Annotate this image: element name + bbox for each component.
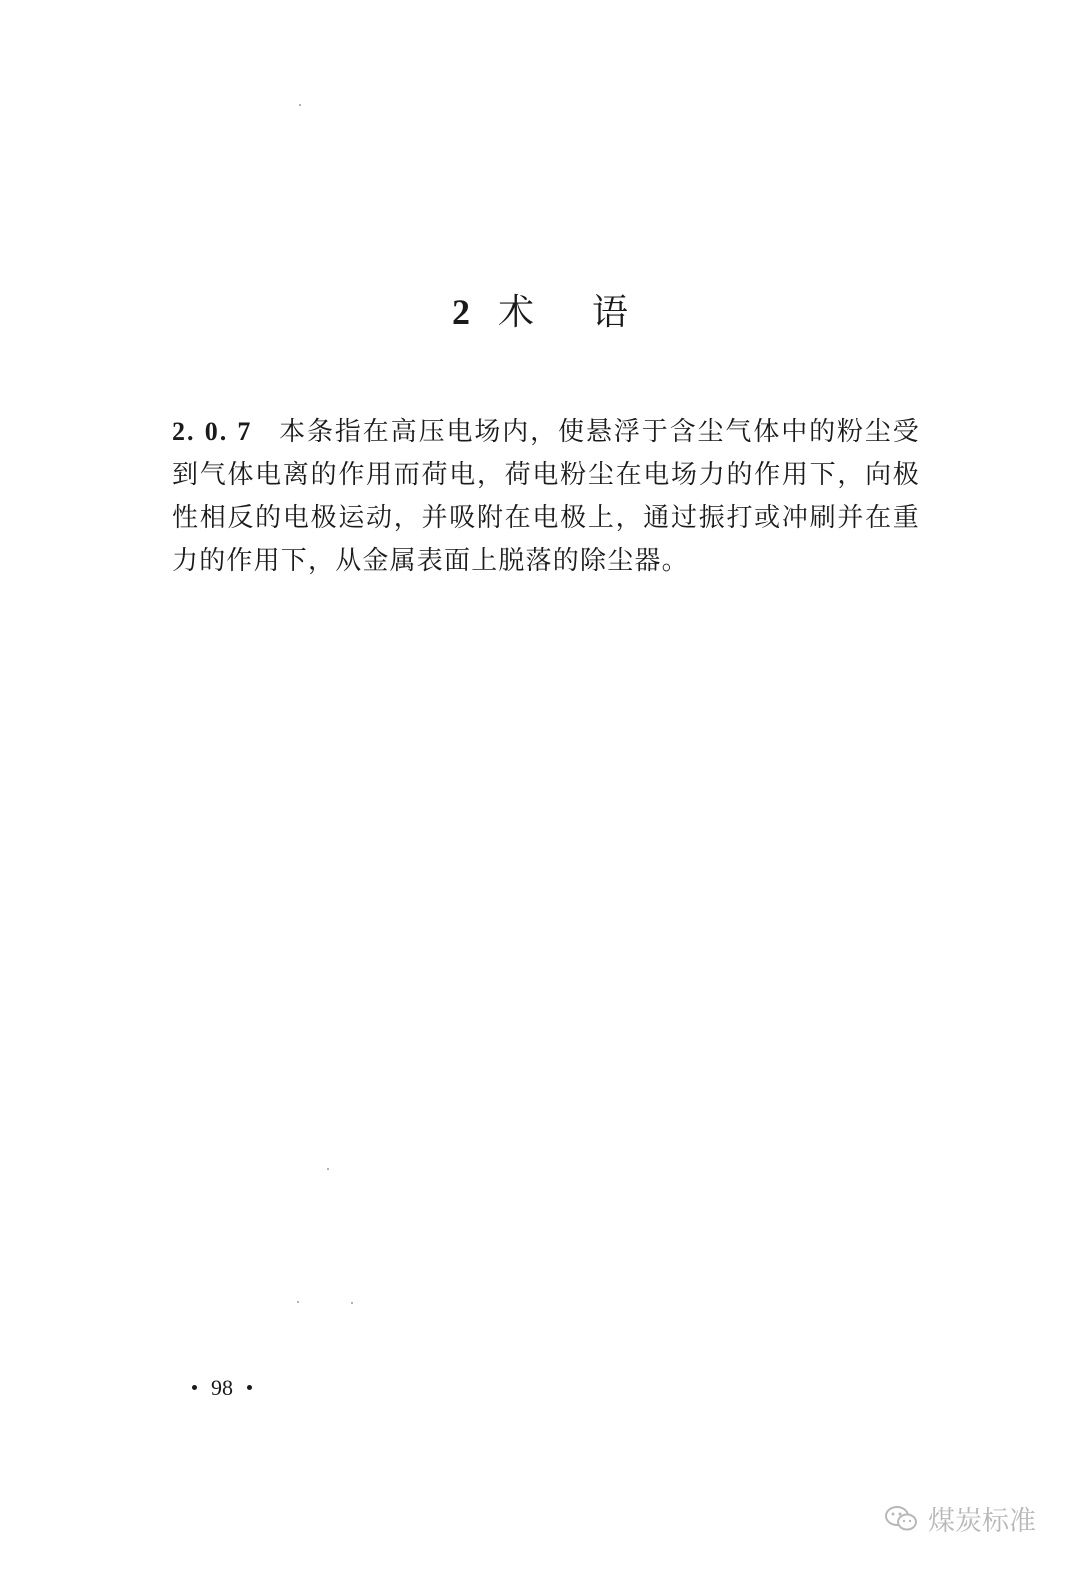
chapter-title: [0, 288, 1080, 337]
clause-number: 2. 0. 7: [172, 417, 253, 446]
clause-text: 本条指在高压电场内，使悬浮于含尘气体中的粉尘受到气体电离的作用而荷电，荷电粉尘在电场力的作用下，向极性相反的电极运动，并吸附在电极上，通过振打或冲刷并在重力的作用下，从金属表面上脱落的除尘器。: [172, 417, 921, 576]
wechat-icon: [884, 1504, 920, 1534]
scan-speck: [327, 1168, 329, 1170]
clause-paragraph: [172, 410, 920, 583]
page-number: [178, 1374, 266, 1402]
page-number-dot-left: [192, 1385, 197, 1390]
page-number-value: 98: [211, 1375, 233, 1400]
watermark: [884, 1499, 1036, 1538]
chapter-heading: 术语: [497, 292, 686, 333]
scan-speck: [297, 1301, 299, 1303]
scan-speck: [299, 104, 301, 106]
scan-speck: [351, 1302, 353, 1304]
page-number-dot-right: [247, 1385, 252, 1390]
watermark-text: 煤炭标准: [928, 1506, 1036, 1537]
chapter-number: 2: [451, 292, 470, 332]
